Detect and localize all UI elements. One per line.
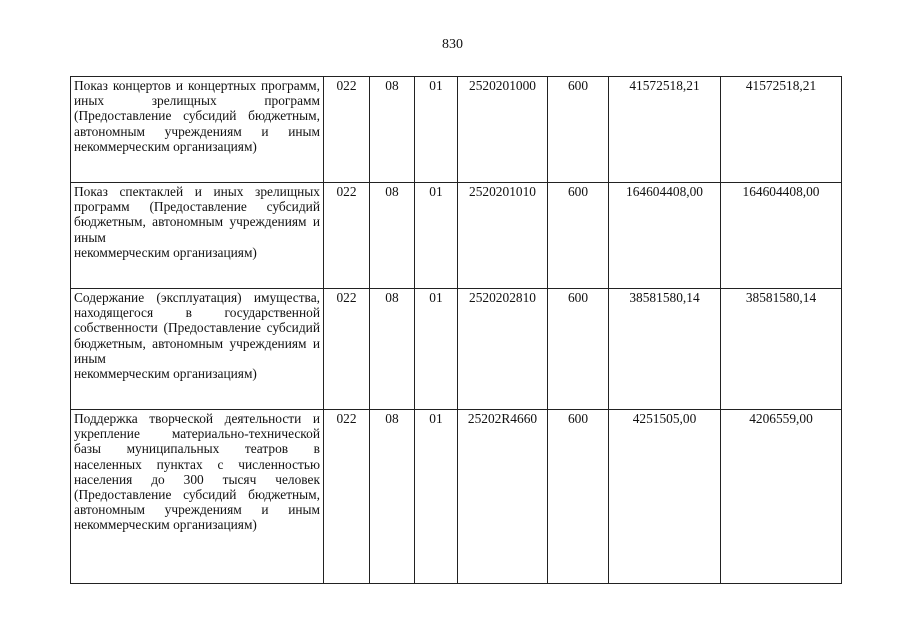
- table-row: [71, 410, 842, 584]
- subsection-code: 01: [415, 77, 458, 183]
- table-row: [71, 183, 842, 289]
- table-row: [71, 77, 842, 183]
- description-last-line: некоммерческим организациям): [74, 244, 257, 260]
- row-description: [71, 77, 324, 183]
- description-last-line: некоммерческим организациям): [74, 138, 257, 154]
- description-text: Содержание (эксплуатация) имущества, находящегося в государственной собственности (Предоставление субсидий бюджетным, автономным учреждениям и иным: [74, 290, 320, 366]
- amount-1: 4251505,00: [609, 410, 721, 584]
- description-text: Показ концертов и концертных программ, иных зрелищных программ (Предоставление субсидий бюджетным, автономным учреждениям и иным: [74, 78, 320, 139]
- subsection-code: 01: [415, 410, 458, 584]
- amount-2: 4206559,00: [721, 410, 842, 584]
- description-text: Поддержка творческой деятельности и укрепление материально-технической базы муниципальных театров в населенных пунктах с численностью населения до 300 тысяч человек (Предоставление субсидий бюджетным, автономным учреждениям и иным: [74, 411, 320, 518]
- ministry-code: 022: [324, 77, 370, 183]
- ministry-code: 022: [324, 289, 370, 410]
- amount-1: 164604408,00: [609, 183, 721, 289]
- subsection-code: 01: [415, 183, 458, 289]
- table-row: [71, 289, 842, 410]
- expense-type-code: 600: [548, 289, 609, 410]
- page-number: 830: [442, 37, 463, 52]
- section-code: 08: [370, 410, 415, 584]
- subsection-code: 01: [415, 289, 458, 410]
- expense-type-code: 600: [548, 183, 609, 289]
- budget-table: [70, 76, 842, 584]
- row-description: [71, 183, 324, 289]
- ministry-code: 022: [324, 410, 370, 584]
- section-code: 08: [370, 289, 415, 410]
- section-code: 08: [370, 183, 415, 289]
- target-article-code: 25202R4660: [458, 410, 548, 584]
- amount-2: 41572518,21: [721, 77, 842, 183]
- row-description: [71, 410, 324, 584]
- amount-2: 38581580,14: [721, 289, 842, 410]
- target-article-code: 2520201000: [458, 77, 548, 183]
- ministry-code: 022: [324, 183, 370, 289]
- description-last-line: некоммерческим организациям): [74, 517, 257, 533]
- target-article-code: 2520202810: [458, 289, 548, 410]
- amount-2: 164604408,00: [721, 183, 842, 289]
- target-article-code: 2520201010: [458, 183, 548, 289]
- amount-1: 38581580,14: [609, 289, 721, 410]
- description-text: Показ спектаклей и иных зрелищных программ (Предоставление субсидий бюджетным, автономным учреждениям и иным: [74, 184, 320, 245]
- section-code: 08: [370, 77, 415, 183]
- expense-type-code: 600: [548, 77, 609, 183]
- expense-type-code: 600: [548, 410, 609, 584]
- amount-1: 41572518,21: [609, 77, 721, 183]
- row-description: [71, 289, 324, 410]
- description-last-line: некоммерческим организациям): [74, 366, 257, 382]
